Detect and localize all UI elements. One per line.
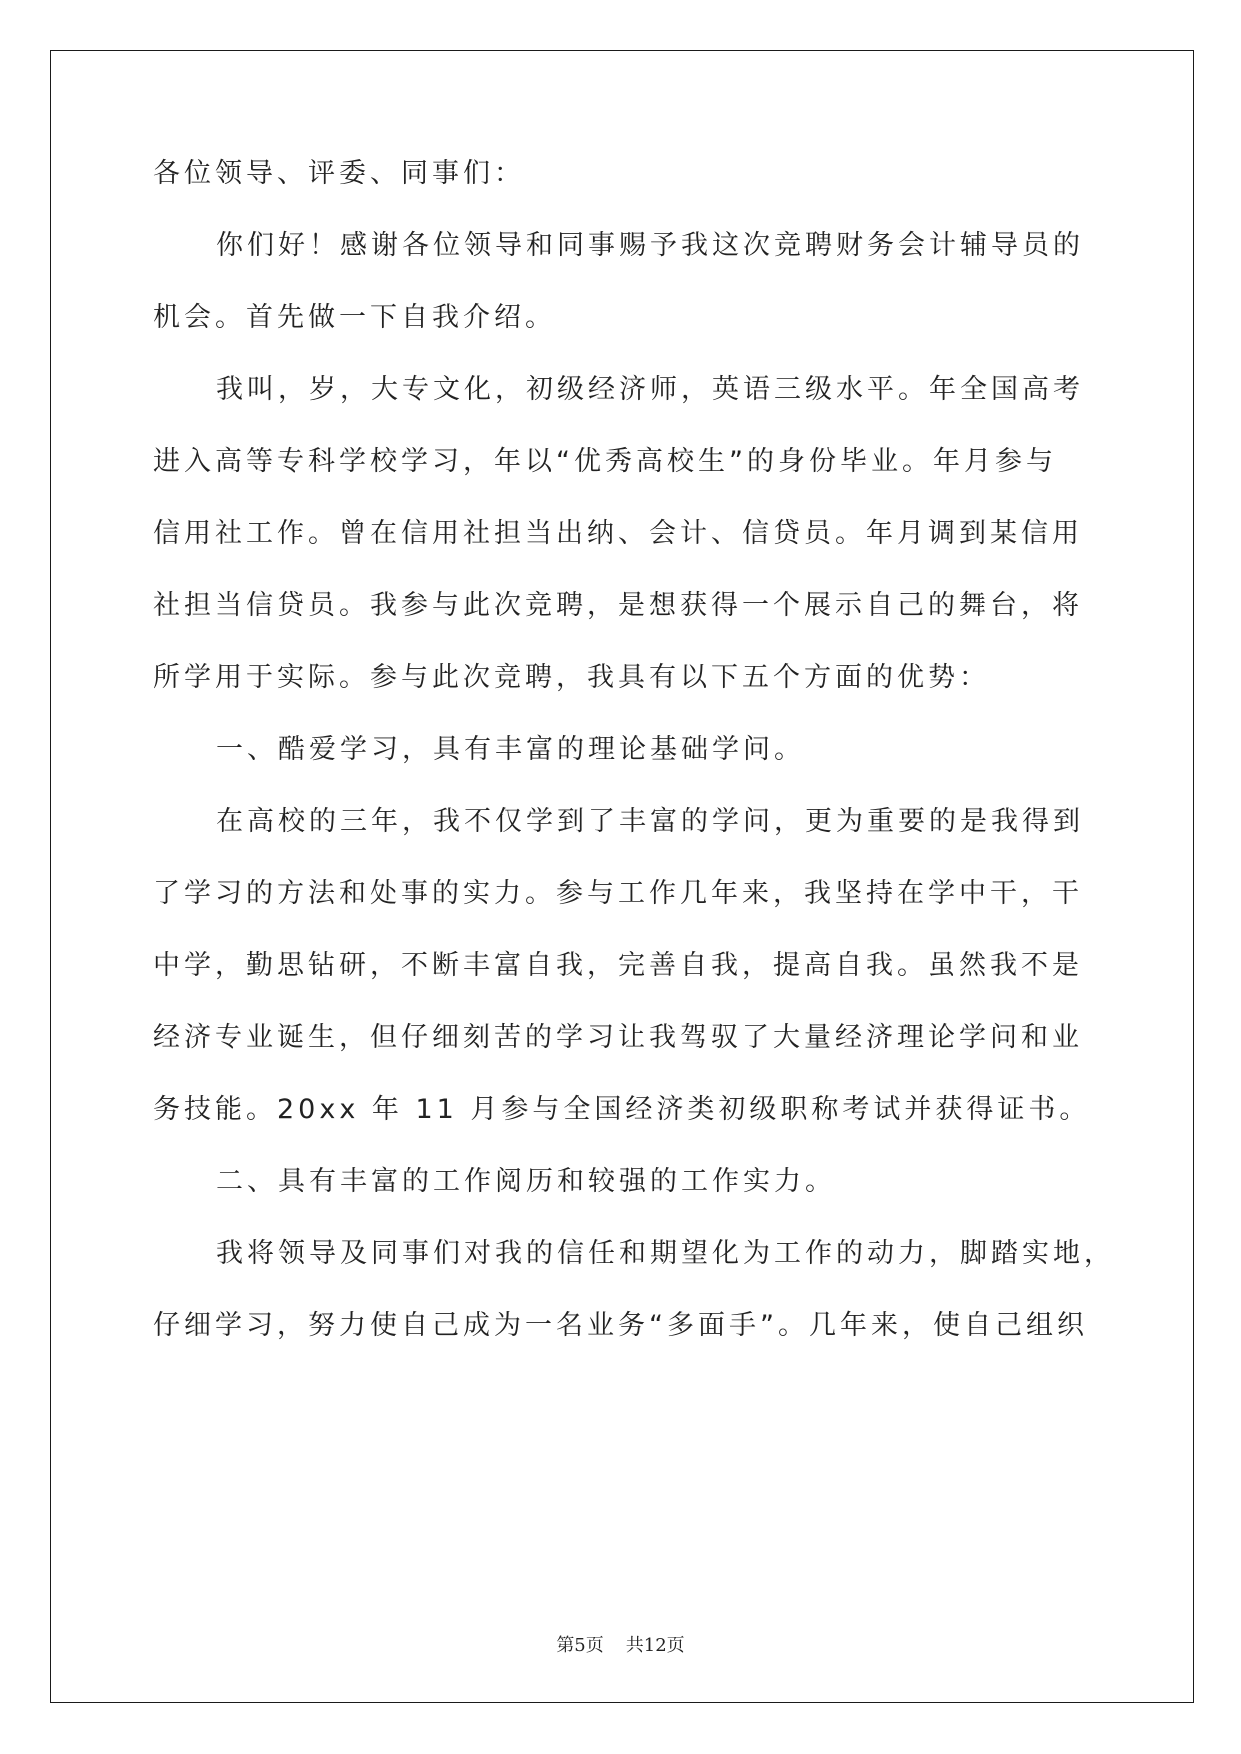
paragraph-line: 中学，勤思钻研，不断丰富自我，完善自我，提高自我。虽然我不是: [153, 950, 1083, 981]
page-footer: [0, 1631, 1241, 1657]
paragraph-line: 机会。首先做一下自我介绍。: [153, 302, 556, 333]
section-heading-1: 一、酷爱学习，具有丰富的理论基础学问。: [216, 734, 805, 765]
page-number-current: 第5页: [556, 1635, 604, 1656]
paragraph-line: 社担当信贷员。我参与此次竞聘，是想获得一个展示自己的舞台，将: [153, 590, 1083, 621]
paragraph-line: 经济专业诞生，但仔细刻苦的学习让我驾驭了大量经济理论学问和业: [153, 1022, 1083, 1053]
page-border: [50, 50, 1194, 1703]
paragraph-line: 在高校的三年，我不仅学到了丰富的学问，更为重要的是我得到: [216, 806, 1084, 837]
salutation-line: 各位领导、评委、同事们：: [153, 158, 525, 189]
paragraph-line: 了学习的方法和处事的实力。参与工作几年来，我坚持在学中干，干: [153, 878, 1083, 909]
paragraph-line: 进入高等专科学校学习，年以“优秀高校生”的身份毕业。年月参与: [153, 446, 1057, 477]
paragraph-line: 信用社工作。曾在信用社担当出纳、会计、信贷员。年月调到某信用: [153, 518, 1083, 549]
paragraph-line: 仔细学习，努力使自己成为一名业务“多面手”。几年来，使自己组织: [153, 1310, 1088, 1341]
paragraph-line: 我叫，岁，大专文化，初级经济师，英语三级水平。年全国高考: [216, 374, 1084, 405]
page-number-total: 共12页: [625, 1635, 685, 1656]
paragraph-line: 务技能。20xx 年 11 月参与全国经济类初级职称考试并获得证书。: [153, 1094, 1091, 1125]
section-heading-2: 二、具有丰富的工作阅历和较强的工作实力。: [216, 1166, 836, 1197]
paragraph-line: 你们好！感谢各位领导和同事赐予我这次竞聘财务会计辅导员的: [216, 230, 1084, 261]
paragraph-line: 所学用于实际。参与此次竞聘，我具有以下五个方面的优势：: [153, 662, 990, 693]
paragraph-line: 我将领导及同事们对我的信任和期望化为工作的动力，脚踏实地，: [216, 1238, 1115, 1269]
